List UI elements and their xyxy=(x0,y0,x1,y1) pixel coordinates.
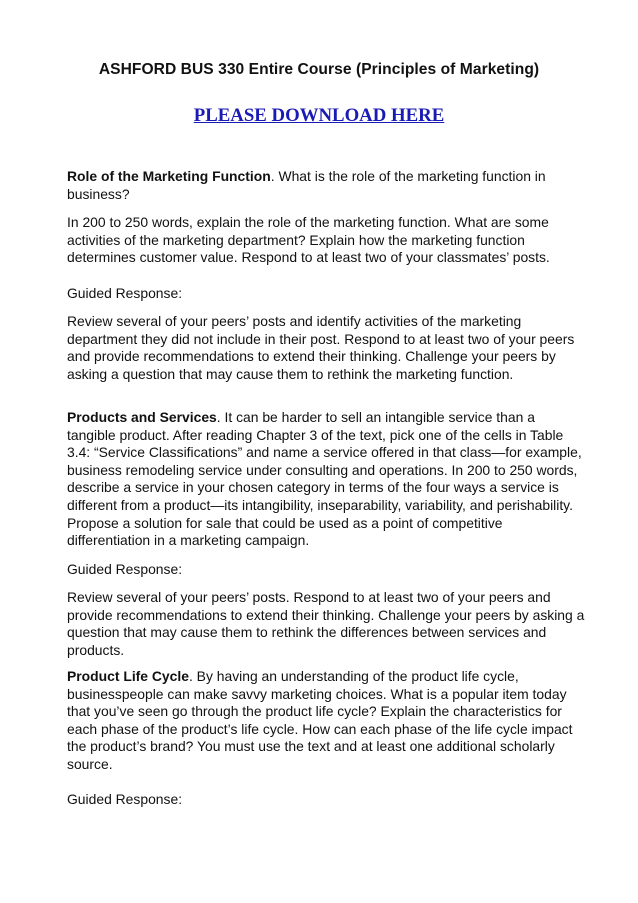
section-1-instructions: In 200 to 250 words, explain the role of the marketing function. What are some activities of the marketing department? Explain how the marketing function determines customer value. Respond to at least two of your classmates’ posts. xyxy=(67,214,550,266)
section-1-heading: Role of the Marketing Function xyxy=(67,168,271,184)
section-3-heading: Product Life Cycle xyxy=(67,668,189,684)
section-1-guided-label: Guided Response: xyxy=(67,285,183,301)
section-1-question xyxy=(67,168,587,203)
section-2-question xyxy=(67,409,587,550)
section-2-intro: . It can be harder to sell an intangible service than a tangible product. After reading Chapter 3 of the text, pick one of the cells in Table 3.4: “Service Classifications” and name a service offered in that class—for example, business remodeling service under consulting and operations. In 200 to 250 words, describe a service in your chosen category in terms of the four ways a service is different from a product—its intangibility, inseparability, variability, and perishability. Propose a solution for sale that could be used as a point of competitive differentiation in a marketing campaign. xyxy=(67,409,582,549)
section-2-guided-text: Review several of your peers’ posts. Respond to at least two of your peers and provide recommendations to extend their thinking. Challenge your peers by asking a question that may cause them to rethink the differences between services and products. xyxy=(67,589,585,658)
section-3-intro: . By having an understanding of the product life cycle, businesspeople can make savvy marketing choices. What is a popular item today that you’ve seen go through the product life cycle? Explain the characteristics for each phase of the product’s life cycle. How can each phase of the life cycle impact the product’s brand? You must use the text and at least one additional scholarly source. xyxy=(67,668,573,772)
section-2-guided-label: Guided Response: xyxy=(67,561,183,577)
section-3-guided-label: Guided Response: xyxy=(67,791,183,807)
section-2-heading: Products and Services xyxy=(67,409,217,425)
section-3-question xyxy=(67,668,587,774)
download-link[interactable]: PLEASE DOWNLOAD HERE xyxy=(193,105,445,126)
section-1-guided-text: Review several of your peers’ posts and identify activities of the marketing department they did not include in their post. Respond to at least two of your peers and provide recommendations to extend their thinking. Challenge your peers by asking a question that may cause them to rethink the marketing function. xyxy=(67,313,575,382)
document-title: ASHFORD BUS 330 Entire Course (Principles of Marketing) xyxy=(98,61,540,78)
section-1-intro: . What is the role of the marketing function in business? xyxy=(67,168,546,202)
